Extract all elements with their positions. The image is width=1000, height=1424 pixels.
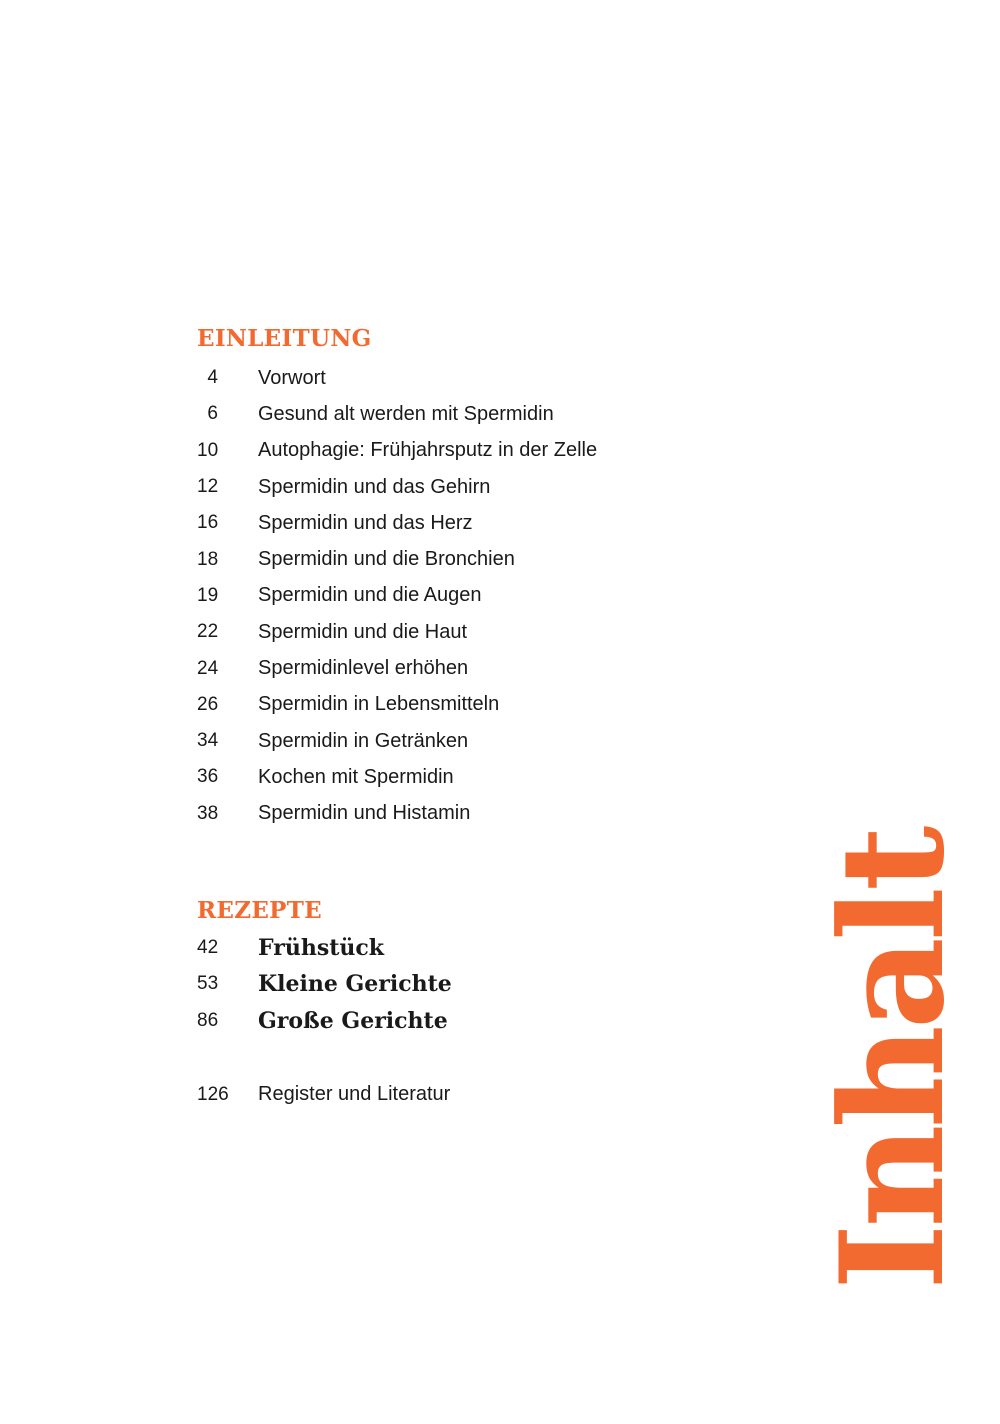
entry-title: Spermidin und die Haut xyxy=(258,620,468,643)
toc-entry[interactable] xyxy=(197,796,757,832)
toc-entry[interactable] xyxy=(197,687,757,723)
entry-title: Spermidin und Histamin xyxy=(258,802,471,825)
page-number: 4 xyxy=(207,367,218,389)
toc-entry[interactable] xyxy=(197,1002,757,1038)
entry-title: Spermidin und die Augen xyxy=(258,584,482,607)
page-number: 22 xyxy=(197,621,219,643)
entry-title: Kochen mit Spermidin xyxy=(258,765,454,788)
entry-title: Spermidin in Getränken xyxy=(258,729,469,752)
entry-title: Autophagie: Frühjahrsputz in der Zelle xyxy=(258,439,598,462)
toc-entry[interactable] xyxy=(197,541,757,577)
entry-title: Große Gerichte xyxy=(258,1007,448,1034)
toc-entry[interactable] xyxy=(197,930,757,966)
page-number: 34 xyxy=(197,730,219,752)
page-number: 38 xyxy=(197,802,219,824)
toc-entry[interactable] xyxy=(197,396,757,432)
page-number: 26 xyxy=(197,693,219,715)
toc-entry[interactable] xyxy=(197,759,757,795)
section-spacer xyxy=(197,832,757,894)
rezepte-list xyxy=(197,930,757,1039)
toc-entry[interactable] xyxy=(197,433,757,469)
page-number: 10 xyxy=(197,439,219,461)
entry-title: Gesund alt werden mit Spermidin xyxy=(258,402,554,425)
toc-entry[interactable] xyxy=(197,650,757,686)
toc-entry-register[interactable] xyxy=(197,1077,757,1113)
entry-title: Register und Literatur xyxy=(258,1083,451,1106)
page-number: 19 xyxy=(197,584,219,606)
einleitung-list xyxy=(197,360,757,832)
page-number: 6 xyxy=(207,403,218,425)
entry-title: Spermidin in Lebensmitteln xyxy=(258,693,500,716)
page-number: 16 xyxy=(197,512,219,534)
page-number: 18 xyxy=(197,548,219,570)
table-of-contents xyxy=(197,322,757,1113)
toc-entry[interactable] xyxy=(197,966,757,1002)
entry-title: Frühstück xyxy=(258,935,384,961)
page-number: 53 xyxy=(197,973,219,995)
page-number: 126 xyxy=(197,1083,229,1105)
toc-entry[interactable] xyxy=(197,614,757,650)
entry-title: Spermidinlevel erhöhen xyxy=(258,657,469,680)
page-number: 12 xyxy=(197,476,219,498)
toc-entry[interactable] xyxy=(197,360,757,396)
entry-title: Spermidin und das Gehirn xyxy=(258,475,491,498)
section-spacer xyxy=(197,1039,757,1077)
entry-title: Vorwort xyxy=(258,366,326,389)
page-number: 36 xyxy=(197,766,219,788)
section-heading-einleitung: EINLEITUNG xyxy=(197,325,372,352)
toc-entry[interactable] xyxy=(197,469,757,505)
side-title-inhalt: Inhalt xyxy=(810,829,976,1290)
section-heading-rezepte: REZEPTE xyxy=(197,896,323,924)
page-number: 86 xyxy=(197,1009,219,1031)
entry-title: Spermidin und die Bronchien xyxy=(258,548,515,571)
toc-entry[interactable] xyxy=(197,505,757,541)
page-number: 42 xyxy=(197,937,219,958)
toc-entry[interactable] xyxy=(197,578,757,614)
page-number: 24 xyxy=(197,657,219,679)
toc-entry[interactable] xyxy=(197,723,757,759)
entry-title: Spermidin und das Herz xyxy=(258,511,473,534)
entry-title: Kleine Gerichte xyxy=(258,971,452,998)
